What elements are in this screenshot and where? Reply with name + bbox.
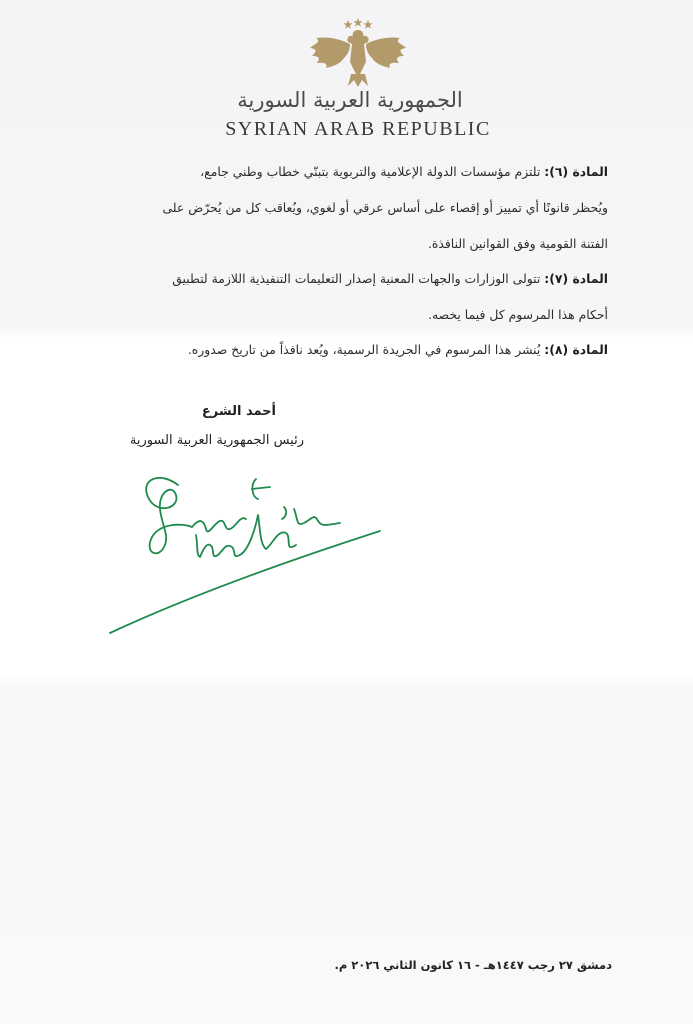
article-7-heading: المادة (٧): <box>544 271 608 286</box>
article-8-text: يُنشر هذا المرسوم في الجريدة الرسمية، ويُعد نافذاً من تاريخ صدوره. <box>187 342 541 357</box>
golden-eagle-emblem-icon <box>308 18 408 88</box>
letterhead-title-arabic: الجمهورية العربية السورية <box>237 88 463 112</box>
article-7-line-1 <box>92 265 608 301</box>
article-7-line-2: أحكام هذا المرسوم كل فيما يخصه. <box>428 307 608 322</box>
article-8-line-1 <box>92 336 608 372</box>
article-6-line-2: ويُحظر قانونًا أي تمييز أو إقصاء على أساس عرقي أو لغوي، ويُعاقب كل من يُحرّض على <box>162 200 608 215</box>
letterhead-title-english: SYRIAN ARAB REPUBLIC <box>225 118 491 140</box>
article-6-text: تلتزم مؤسسات الدولة الإعلامية والتربوية بتبنّي خطاب وطني جامع، <box>200 164 541 179</box>
signatory-title: رئيس الجمهورية العربية السورية <box>129 433 304 448</box>
article-6-line-3: الفتنة القومية وفق القوانين النافذة. <box>427 236 608 251</box>
article-7-text: تتولى الوزارات والجهات المعنية إصدار التعليمات التنفيذية اللازمة لتطبيق <box>172 271 541 286</box>
article-8-heading: المادة (٨): <box>544 342 608 357</box>
article-6-heading: المادة (٦): <box>544 164 608 179</box>
article-6-line-1 <box>92 158 608 194</box>
issue-date-line: دمشق ٢٧ رجب ١٤٤٧هـ - ١٦ كانون الثاني ٢٠٢٦ م. <box>334 958 612 972</box>
signatory-name: أحمد الشرع <box>201 404 276 419</box>
decree-body <box>92 158 608 372</box>
handwritten-signature <box>100 465 400 645</box>
